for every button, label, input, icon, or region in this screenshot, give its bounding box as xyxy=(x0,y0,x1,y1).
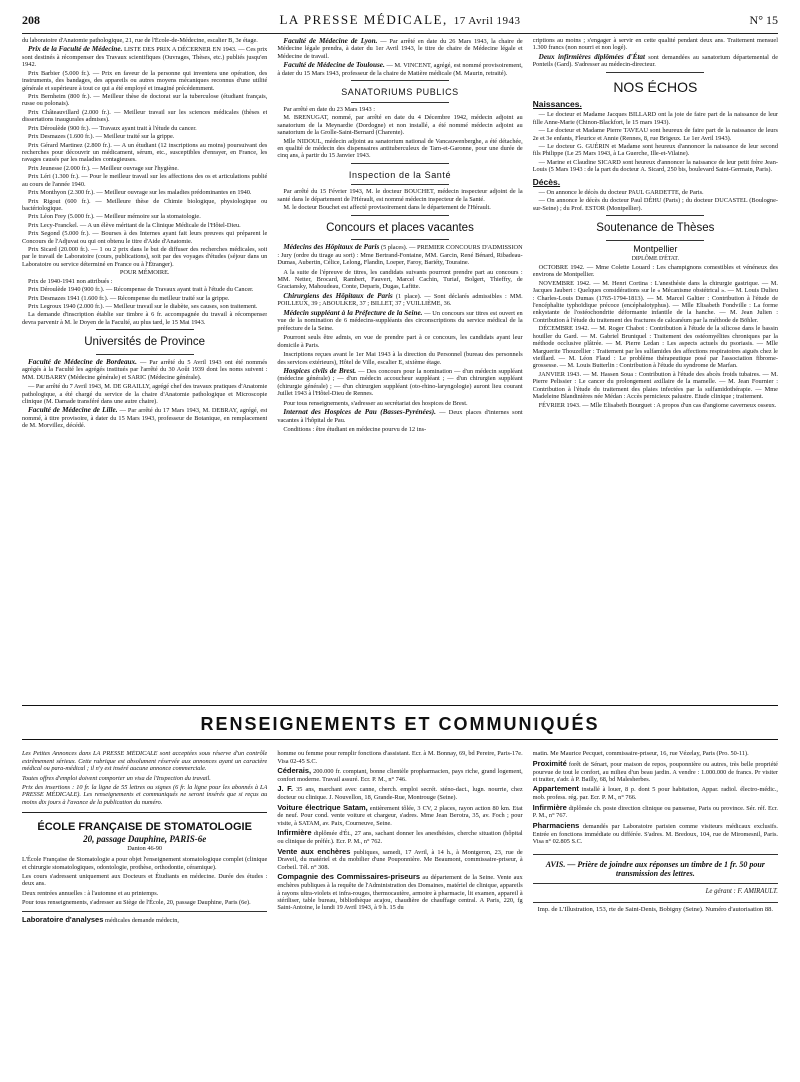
page-number: 208 xyxy=(22,13,40,27)
school-box xyxy=(22,812,267,852)
prix-item: Prix Sicard (20.000 fr.). — 1 ou 2 prix dans le but de diffuser des recherches médicales, soit par le travail de Laboratoire (cours, publications), soit par des voyages d'études (séjour dans un Laboratoire ou service déterminé en France ou à l'Étranger). xyxy=(22,246,268,268)
ads-notice-prices: Prix des insertions : 10 fr. la ligne de 55 lettres ou signes (6 fr. la ligne pour les abonnés à LA PRESSE MÉDICALE). Les renseignements et communiqués ne seront insérés que si reçus au moins dix jours à l'avance de la publication du numéro. xyxy=(22,783,268,806)
prix-item: Prix Lecy-Franckel. — A un élève méritant de la Clinique Médicale de l'Hôtel-Dieu. xyxy=(28,221,241,229)
divider xyxy=(351,184,449,185)
prix-item: Prix Gérard Martinez (2.800 fr.). — A un étudiant (12 inscriptions au moins) poursuivant des recherches pour découvrir un médicament, sérum, etc., susceptibles d'enrayer, en France, les ravages causés par les maladies contagieuses. xyxy=(22,141,268,164)
lyon-title: Faculté de Médecine de Lyon. xyxy=(283,37,378,45)
divider xyxy=(351,163,449,164)
classifieds-right xyxy=(533,750,778,1049)
prix-item: Prix Rigout (600 fr.). — Meilleure thèse de Chimie biologique, physiologique ou bactériologique. xyxy=(22,197,268,212)
classified-ad-text: entièrement tôlée, 3 CV, 2 places, rayon action 80 km. Etat de neuf. Pour cond. vente voiture et chargeur, s'adres. Mme Jean Berotra, 35, av. Foch ; pour visite, à SATAM, av. Paix, Courneuve, Seine. xyxy=(277,804,523,827)
school-address: 20, passage Dauphine, PARIS-6e xyxy=(83,834,207,845)
memoire-item: Prix Legroux 1940 (2.000 fr.). — Meilleur travail sur le diabète, ses causes, son traitement. xyxy=(28,302,258,310)
classifieds-columns xyxy=(22,739,778,1049)
theses-heading: Soutenance de Thèses xyxy=(596,221,715,234)
prix-item: Prix Jeunesse (2.000 fr.). — Meilleur ouvrage sur l'hygiène. xyxy=(28,164,179,172)
classified-ad-title: Proximité xyxy=(532,758,567,768)
concours-item-text: — Deux places d'internes sont vacantes à l'hôpital de Pau. xyxy=(277,409,523,424)
memoire-end: La demande d'inscription établie sur timbre à 6 fr. accompagnée du travail à récompenser devra parvenir à M. le Doyen de la Faculté, au plus tard, le 15 Mai 1943. xyxy=(22,311,268,326)
concours-item-title: Médecin suppléant à la Préfecture de la Seine. xyxy=(283,308,423,317)
concours-item-text: Inscriptions reçues avant le 1er Mai 1943 à la direction du Personnel (bureau des personnels des services extérieurs), Hôtel de Ville, escalier E, sixième étage. xyxy=(277,351,523,366)
concours-item-text: Conditions : être étudiant en médecine pourvu de 12 ins- xyxy=(283,426,427,434)
univ-item-text: — Par arrêté du 17 Mars 1943, M. DEBRAY, agrégé, est nommé, à titre provisoire, à dater du 15 Mars 1943, professeur de Botanique, en remplacement de M. Morvillez, décédé. xyxy=(22,407,268,430)
prix-item: Prix Monthyon (2.300 fr.). — Meilleur ouvrage sur les maladies prédominantes en 1940. xyxy=(28,189,252,197)
classified-ad-title: Voiture électrique Satam, xyxy=(277,802,368,812)
concours-item xyxy=(277,408,522,424)
divider xyxy=(96,329,194,330)
concours-item-text: (1 place). — Sont déclarés admissibles : MM. POILLEUX, 39 ; ABOULKER, 37 ; BILLET, 37 ; VUILLIÈME, 36. xyxy=(277,292,523,308)
classified-ad-title: Appartement xyxy=(532,784,579,794)
labo-lead: Laboratoire d'analyses xyxy=(22,914,104,924)
insp-paragraph: Par arrêté du 15 Février 1943, M. le docteur BOUCHET, médecin inspecteur adjoint de la santé dans le département de l'Hérault, est nommé médecin inspecteur de la Santé. xyxy=(277,188,523,203)
lyon-text: — Par arrêté en date du 26 Mars 1943, la chaire de Médecine légale prendra, à dater du 1er Avril 1943, le titre de chaire de Médecine légale et Médecine de travail. xyxy=(277,38,523,60)
concours-item xyxy=(277,333,522,349)
univ-item-title: Faculté de Médecine de Bordeaux. xyxy=(28,357,137,366)
classified-ad xyxy=(277,804,522,828)
section-banner: RENSEIGNEMENTS ET COMMUNIQUÉS xyxy=(22,705,778,735)
classified-ad xyxy=(277,848,522,872)
classified-ad xyxy=(277,873,522,912)
infirmieres-block xyxy=(533,53,778,69)
echos-heading: NOS ÉCHOS xyxy=(613,78,698,95)
school-paragraph: Deux rentrées annuelles : à l'automne et au printemps. xyxy=(22,889,159,897)
school-paragraph: L'École Française de Stomatologie a pour objet l'enseignement stomatologique complet (clinique et chirurgie stomatologiques, odontologie, prothèse, orthodontie, céramique). xyxy=(22,856,268,871)
intro-text: du laboratoire d'Anatomie pathologique, 21, rue de l'École-de-Médecine, escalier B, 3e étage. xyxy=(22,37,258,44)
gerant-line: Le gérant : F. AMIRAULT. xyxy=(705,888,778,896)
these-item: FÉVRIER 1943. — Mlle Elisabeth Bourguet : A propos d'un cas d'angiome caverneux osseux. xyxy=(538,401,777,409)
concours-item xyxy=(277,309,522,332)
naissance-item: — Le docteur et Madame Pierre TAVEAU sont heureux de faire part de la naissance de leurs 2e et 3e enfants, Fleurice et Annie (Rennes, 8, rue Brigeux. Le 1er Avril 1943). xyxy=(532,127,778,142)
imprint-line: Imp. de L'Illustration, 153, rte de Saint-Denis, Bobigny (Seine). Numéro d'autorisation 88. xyxy=(533,902,778,914)
classified-ad xyxy=(277,767,522,783)
classified-ad-title: Vente aux enchères xyxy=(277,846,351,856)
classified-ad-text: forêt de Sénart, pour maison de repos, pouponnière ou autres, très belle propriété pourvue de tout le confort, au milieu d'un beau jardin. A vendre : 1.000.000 de francs. Pr visiter et traiter, s'adr. à P. Bailly, 68, bd Malesherbes. xyxy=(532,760,778,783)
classified-ad-text: demandés par Laboratoire parisien comme visiteurs médicaux exclusifs. Entrée en fonctions immédiate ou différée. S'adres. M. Bredoux, 104, rue de Miromesnil, Paris. Visa n° 02.805 S.C. xyxy=(532,822,778,846)
classified-ad xyxy=(533,760,778,784)
concours-heading: Concours et places vacantes xyxy=(326,221,474,234)
top-columns xyxy=(22,37,778,695)
toulouse-text: — M. VINCENT, agrégé, est nommé provisoirement, à dater du 15 Mars 1943, professeur de la chaire de Matière médicale (M. Maurin, retraité). xyxy=(277,62,523,77)
ads-list-middle xyxy=(277,767,522,912)
deces-heading: Décès. xyxy=(532,176,561,187)
memoire-title: POUR MÉMOIRE. xyxy=(119,269,170,277)
divider xyxy=(351,239,449,240)
prix-item: Prix Déroulède (900 fr.). — Travaux ayant trait à l'étude du cancer. xyxy=(28,124,197,132)
univ-heading: Universités de Province xyxy=(84,336,206,349)
concours-item xyxy=(277,243,522,266)
classified-ad-text: installé à louer, 8 p. dont 5 pour habitation, Appar. radiol. électro-médic., mob. profess. rég. par. Ecr. P. M., n° 766. xyxy=(532,786,778,802)
prix-item: Prix Léri (1.300 fr.). — Pour le meilleur travail sur les affections des os et articulations publié au cours de l'année 1940. xyxy=(22,173,268,188)
classified-ad-title: Pharmaciens xyxy=(532,820,580,830)
column-right xyxy=(533,37,778,695)
classified-ad xyxy=(277,829,522,845)
school-paragraph: Pour tous renseignements, s'adresser au Siège de l'École, 20, passage Dauphine, Paris (6e). xyxy=(22,899,251,907)
page-header xyxy=(22,12,778,34)
naissances-list xyxy=(533,111,778,173)
ads-list-right xyxy=(533,760,778,846)
concours-item-title: Internat des Hospices de Pau (Basses-Pyrénées). xyxy=(283,408,436,417)
univ-item-title: Faculté de Médecine de Lille. xyxy=(28,406,118,415)
continued-text: criptions au moins ; s'engager à servir en cette qualité pendant deux ans. Traitement mensuel 1.300 francs (non nourri et non logé). xyxy=(532,37,778,52)
issue-number: N° 15 xyxy=(749,13,778,27)
naissance-item: — Marine et Claudine SICARD sont heureux d'annoncer la naissance de leur petit frère Jean-Louis (5 Mars 1943 : de la part du docteur A. Sicard, 250 bis, boulevard Saint-Germain, Paris). xyxy=(532,158,778,174)
classified-ad-text: 35 ans, marchant avec canne, cherch. emploi secrét. sténo-dact., lugn. nourrie, chez docteur ou clinique. J. Nouvellon, 18, Grande-Rue, Montrouge (Seine). xyxy=(277,786,523,802)
diplome-label: DIPLÔME D'ÉTAT. xyxy=(631,256,679,263)
column-left xyxy=(22,37,267,695)
theses-list xyxy=(533,264,778,409)
concours-item xyxy=(277,268,522,291)
memoire-lead: Prix de 1940-1941 non attribués : xyxy=(28,277,113,285)
univ-item-text: — Par arrêté du 7 Avril 1943, M. DE GRAILLY, agrégé chef des travaux pratiques d'Anatomie pathologique, a été chargé du service de la chaire d'Anatomie pathologique et Microscopie clinique (M. Damade transféré dans une autre chaire). xyxy=(22,383,268,406)
memoire-list xyxy=(22,286,267,310)
classified-ad-title: Infirmière xyxy=(532,802,567,812)
prix-item: Prix Segond (5.000 fr.). — Bourses à des Internes ayant fait leurs preuves qui préparent le Concours de l'Adjuvat ou qui ont obtenu le titre d'Aide d'Anatomie. xyxy=(22,230,268,245)
univ-item xyxy=(22,406,267,429)
these-item: JANVIER 1943. — M. Hassen Soua : Contribution à l'étude des abcès froids tubaires. — M. Pierre Pelissier : Le cancer du prolongement axillaire de la mamelle. — M. Jean Fournier : Contribution à l'étude du traitement des plaies infectées par la sulfamidothérapie. — Mme Madeleine Blandinières née Médan : Accès pernicieux palustre. Etude clinique ; traitement. xyxy=(532,370,778,401)
infirmieres-text: sont demandées au sanatorium départemental de Ponteils (Gard). S'adresser au médecin-directeur. xyxy=(532,53,778,69)
classified-ad-title: J. F. xyxy=(277,784,294,794)
classified-ad xyxy=(533,785,778,801)
concours-item-title: Médecins des Hôpitaux de Paris xyxy=(283,243,380,252)
prix-heading: Prix de la Faculté de Médecine. xyxy=(28,45,123,54)
naissance-item: — Le docteur et Madame Jacques BILLARD ont la joie de faire part de la naissance de leur fille Anne-Marie (Chinon-Blackfort, le 15 mars 1943). xyxy=(532,111,778,126)
concours-item xyxy=(277,367,522,398)
memoire-item: Prix Desmazes 1941 (1.600 fr.). — Récompense du meilleur traité sur la grippe. xyxy=(28,294,230,302)
issue-date: 17 Avril 1943 xyxy=(453,15,521,27)
ads-notice: Les Petites Annonces dans LA PRESSE MÉDICALE sont acceptées sous réserve d'un contrôle extrêmement sérieux. Cette rubrique est absolument réservée aux annonces ayant un caractère médical ou para-médical ; il n'y est inséré aucune annonce commerciale. xyxy=(22,750,268,773)
labo-text: médicales demande médecin, xyxy=(104,916,179,924)
school-phone: Danton 46-90 xyxy=(127,844,163,852)
avis-notice: AVIS. — Prière de joindre aux réponses un timbre de 1 fr. 50 pour transmission des lettres. xyxy=(533,854,778,885)
prix-list xyxy=(22,70,267,269)
classified-ad-title: Infirmière xyxy=(277,828,312,838)
toulouse-title: Faculté de Médecine de Toulouse. xyxy=(283,61,385,70)
lyon-block xyxy=(277,37,522,60)
prix-item: Prix Bernheim (800 fr.). — Meilleur thèse de doctorat sur la tuberculose (étudiant français, russe ou polonais). xyxy=(22,93,268,108)
labo-ad xyxy=(22,911,267,925)
these-item: OCTOBRE 1942. — Mme Colette Louard : Les champignons comestibles et vénéneux des environs de Montpellier. xyxy=(532,263,778,279)
concours-item-text: (5 places). — PREMIER CONCOURS D'ADMISSION : Jury (ordre du tirage au sort) : Mme Bertrand-Fontaine, MM. Garcin, René Bénard, Ribadeau-Dumas, Aubertin, Célice, Lelong, Flandin, Loeper, Faroy, Bariéty, Touraine. xyxy=(277,244,523,267)
divider xyxy=(606,72,704,73)
classifieds-middle xyxy=(277,750,522,1049)
univ-list xyxy=(22,358,267,430)
classified-ad-text: au département de la Seine. Vente aux enchères publiques à la requête de l'Administration des Domaines, matériel de clinique, appareils à rayons ultra-violets et infra-rouges, thermocautère, armoire à pharmacie, lit examen, appareil à stériliser, table bureau, bibliothèque acajou, chaudière de chauffage central. A Paris, 220, fg Saint-Antoine, le lundi 19 Avril 1943, à 9 h. 15 du xyxy=(277,874,523,912)
concours-item-text: Pourront seuls être admis, en vue de prendre part à ce concours, les candidats ayant leur domicile à Paris. xyxy=(277,334,523,349)
divider xyxy=(351,215,449,216)
prix-item: Prix Barbier (5.000 fr.). — Prix en faveur de la personne qui inventera une opération, des instruments, des bandages, des appareils ou autres moyens mécaniques reconnus d'une utilité générale et supérieure à tout ce qui a été employé et imaginé précédemment. xyxy=(22,69,268,92)
infirmieres-title: Deux infirmières diplômées d'État xyxy=(538,52,646,61)
prix-item: Prix Léon Frey (5.000 fr.). — Meilleur mémoire sur la stomatologie. xyxy=(28,213,201,221)
concours-list xyxy=(277,243,522,433)
concours-item-title: Chirurgiens des Hôpitaux de Paris xyxy=(283,291,393,300)
divider xyxy=(96,354,194,355)
divider xyxy=(606,215,704,216)
prix-item: Prix Desmazes (1.600 fr.). — Meilleur traité sur la grippe. xyxy=(28,133,175,141)
naissances-heading: Naissances. xyxy=(532,99,582,110)
classified-ad-text: publiques, samedi, 17 Avril, à 14 h., à Montgeron, 23, rue de Draveil, du matériel et du mobilier d'une Pouponnière. Me Beaumont, commissaire-priseur, à Corbeil. Tél. n° 308. xyxy=(277,848,523,871)
concours-item xyxy=(277,399,522,407)
column-middle xyxy=(277,37,522,695)
school-paragraphs xyxy=(22,856,267,907)
concours-item xyxy=(277,425,522,433)
classified-ad xyxy=(533,804,778,820)
journal-title xyxy=(82,12,718,28)
classified-ad xyxy=(277,785,522,801)
classified-ad-title: Céderais, xyxy=(277,766,312,776)
ads-notice-visa: Toutes offres d'emploi doivent comporter un visa de l'Inspection du travail. xyxy=(22,774,211,782)
insp-list xyxy=(277,188,522,211)
concours-item-text: — Des concours pour la nomination — d'un médecin suppléant (médecine générale) ; — d'un médecin accoucheur suppléant ; — d'un chirurgien suppléant (chirurgie générale) ; — d'un chirurgien suppléant (oto-rhino-laryngologie) auront lieu courant Juillet 1943 à l'Hôtel-Dieu de Rennes. xyxy=(277,367,523,398)
concours-item-text: A la suite de l'épreuve de titres, les candidats suivants pourront prendre part au concours : MM. Netter, Brocard, Rambert, Fauvert, Marcel Cachin, Turiaf, Bolgert, Thieffry, de Graciansky, Mahoudeau, Conte, Deparis, Dugas, Lafitte. xyxy=(277,268,523,291)
univ-item xyxy=(22,382,267,405)
prix-lead: LISTE DES PRIX A DÉCERNER EN 1943. — Ces prix sont destinés à récompenser des Travaux scientifiques (Ouvrages, Thèses, etc.) publiés jusqu'en 1942. xyxy=(22,46,268,69)
memoire-item: Prix Déroulède 1940 (900 fr.). — Récompense de Travaux ayant trait à l'étude du Cancer. xyxy=(28,286,254,294)
concours-item xyxy=(277,292,522,308)
concours-item-text: Pour tous renseignements, s'adresser au secrétariat des hospices de Brest. xyxy=(283,399,468,407)
sanat-paragraph: Mlle NIDOUL, médecin adjoint au sanatorium national de Vancauwenberghe, a été détachée, en qualité de médecin des dispensaires antituberculeux de Tarn-et-Garonne, pour une durée de cinq ans, à partir du 15 Janvier 1943. xyxy=(277,137,523,160)
deces-item: — On annonce le décès du docteur Paul DÉHU (Paris) ; du docteur DUCASTEL (Boulogne-sur-Seine) ; du Prof. ESTOR (Montpellier). xyxy=(532,197,778,212)
deces-item: — On annonce le décès du docteur PAUL GARDETTE, de Paris. xyxy=(538,188,704,196)
univ-item-text: — Par arrêté du 5 Avril 1943 ont été nommés agrégés à la Faculté les agrégés institués par l'arrêté du 30 Août 1939 dont les noms suivent : MM. DUBARRY (Médecine générale) et SARIC (Médecine générale). xyxy=(22,358,268,381)
concours-item-title: Hospices civils de Brest. xyxy=(283,366,357,375)
naissance-item: — Le docteur G. GUÉRIN et Madame sont heureux d'annoncer la naissance de leur second fils Philippe (Le 25 Mars 1943, à La Guerche, Ille-et-Vilaine). xyxy=(532,142,778,158)
sanat-heading: SANATORIUMS PUBLICS xyxy=(341,87,459,98)
concours-item xyxy=(277,350,522,366)
univ-item xyxy=(22,358,267,381)
classified-ad-text: 200.000 fr. comptant, bonne clientèle propharmacien, pays riche, grand logement, confort moderne. Travail assuré. Ecr. P. M., n° 746. xyxy=(277,768,523,783)
montpellier-heading: Montpellier xyxy=(633,243,678,254)
classified-ad-text: diplômée ch. poste direction clinique ou pansense, Paris ou province. Sér. réf. Ecr. P. M., n° 767. xyxy=(532,804,778,820)
divider xyxy=(351,102,449,103)
classified-ad-text: diplômée d'Ét., 27 ans, sachant donner les anesthésies, cherche situation (hôpital ou clinique de préfér.). Ecr. P. M., n° 762. xyxy=(277,830,523,846)
continued-ad: homme ou femme pour remplir fonctions d'assistant. Ecr. à M. Bonnay, 69, bd Pereire, Paris-17e. Visa 02-45 S.C. xyxy=(277,750,523,765)
classified-ad xyxy=(533,822,778,846)
these-item: NOVEMBRE 1942. — M. Henri Cortina : L'anesthésie dans la chirurgie gastrique. — M. Jacques Jaubert : Quelques considérations sur le « Mécanisme obstétrical ». — M. Louis Dulieu : Charles-Louis Dumas (1765-1794-1813). — M. Marcel Galtier : Contribution à l'étude de l'encéphalite typhoïdique précoce (encéphalotyphus). — Mlle Elisabeth Fondville : La forme enkystante de l'ostéochondrite déformante infantile de la hanche. — M. Jean Julien : Contribution à l'étude du traitement des fractures de calcanéum par la méthode de Böhler. xyxy=(532,279,778,324)
insp-heading: Inspection de la Santé xyxy=(348,169,452,180)
divider xyxy=(606,240,704,241)
school-name: ÉCOLE FRANÇAISE DE STOMATOLOGIE xyxy=(37,821,252,834)
school-paragraph: Les cours s'adressent uniquement aux Docteurs et Étudiants en médecine. Durée des études : deux ans. xyxy=(22,873,268,888)
sanat-paragraph: Par arrêté en date du 23 Mars 1943 : xyxy=(283,105,375,113)
prix-block xyxy=(22,45,267,68)
concours-item-text: — Un concours sur titres est ouvert en vue de la nomination de 6 médecins-suppléants des circonscriptions du service médical de la préfecture de la Seine. xyxy=(277,309,523,332)
prix-item: Prix Châteauvillard (2.000 fr.). — Meilleur travail sur les sciences médicales (thèses et dissertations inaugurales admises). xyxy=(22,108,268,124)
these-item: DÉCEMBRE 1942. — M. Roger Chabot : Contribution à l'étude de la silicose dans le bassin houiller du Gard. — M. Gabriel Bruniquel : Traitement des ostéomyélites chroniques par la méthode occlusive plâtrée. — M. Pierre Ledan : Les aspects actuels du psoriasis. — Mlle Marguerite Thouzellier : Traitement par les sulfamides des affections respiratoires aiguës chez le vieillard. — M. Léon Flaud : Le problème thérapeutique posé par l'association fibrome-grossesse. — M. Louis Butterlin : Contribution à l'étude du syndrome de Marfan. xyxy=(532,325,778,370)
continued-ad: matin. Me Maurice Pecquet, commissaire-priseur, 16, rue Vézelay, Paris (Pro. 50-11). xyxy=(532,750,749,758)
classifieds-left xyxy=(22,750,267,1049)
insp-paragraph: M. le docteur Bouchet est affecté provisoirement dans le département de l'Hérault. xyxy=(283,204,491,212)
sanat-list xyxy=(277,106,522,160)
classified-ad-title: Compagnie des Commissaires-priseurs xyxy=(277,872,421,882)
deces-list xyxy=(533,189,778,212)
divider xyxy=(351,80,449,81)
sanat-paragraph: M. BRENUGAT, nommé, par arrêté en date du 4 Décembre 1942, médecin adjoint au sanatorium de la Meynardie (Dordogne) et non installé, a été nommé médecin adjoint au sanatorium de la Grolle-Saint-Bernard (Charente). xyxy=(277,114,523,137)
toulouse-block xyxy=(277,61,522,77)
journal-name: LA PRESSE MÉDICALE, xyxy=(279,12,448,27)
